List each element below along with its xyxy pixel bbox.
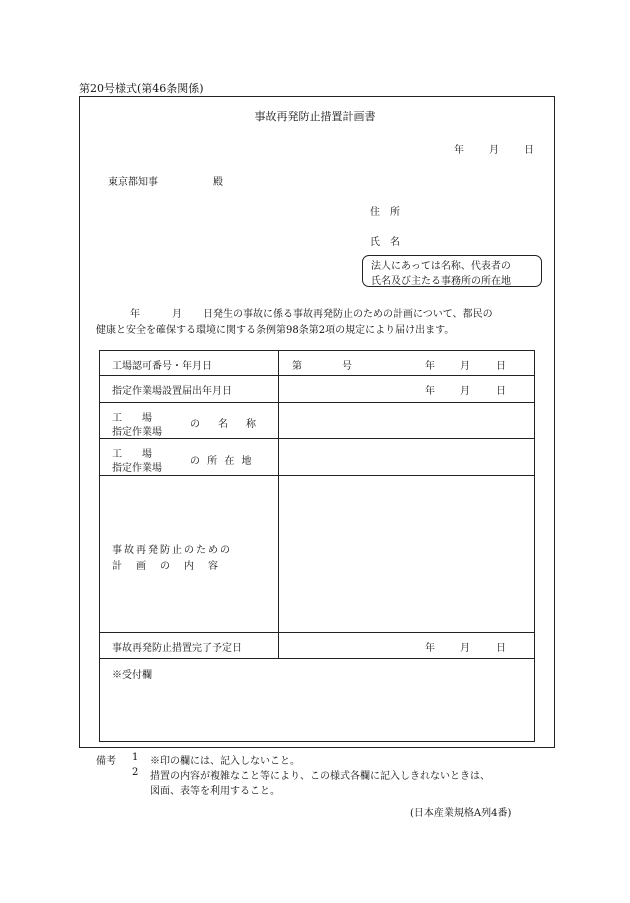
intro-year: 年 [130,309,140,320]
factory-permit-label-text: 工場認可番号・年月日 [112,361,212,372]
corporate-note-line1: 法人にあっては名称、代表者の [371,261,511,272]
table-rule [100,438,534,439]
permit-dai-label: 第 [292,361,302,372]
factory-permit-label [112,357,266,372]
table-column-rule [278,351,279,658]
facility-location-label-top: 工 場 [112,449,152,460]
corporate-note-line2: 氏名及び主たる事務所の所在地 [371,276,511,287]
facility-name-label-top: 工 場 [112,413,152,424]
form-number: 第20号様式(第46条関係) [79,82,204,95]
date-month-label: 月 [489,145,499,156]
table-rule [100,475,534,476]
table-rule [100,658,534,659]
permit-go-label: 号 [342,361,352,372]
facility-location-label-bottom: 指定作業場 [112,463,162,474]
note2-text-line1: 措置の内容が複雑なこと等により、この様式各欄に記入しきれないときは、 [150,771,490,782]
facility-location-label-right: の 所 在 地 [190,456,254,467]
intro-month: 月 [172,309,182,320]
facility-name-label-bottom: 指定作業場 [112,427,162,438]
notification-day-label: 日 [496,386,506,397]
note2-text-line2: 図面、表等を利用すること。 [150,786,280,797]
completion-day-label: 日 [496,643,506,654]
table-rule [100,402,534,403]
name-label: 氏 名 [370,237,400,248]
intro-text-line2: 健康と安全を確保する環境に関する条例第98条第2項の規定により届け出ます。 [96,325,455,336]
notification-month-label: 月 [460,386,470,397]
facility-name-label-right: の 名 称 [190,419,260,430]
date-year-label: 年 [454,145,464,156]
completion-date-label: 事故再発防止措置完了予定日 [112,643,242,654]
form-table [99,350,535,742]
permit-day-label: 日 [496,361,506,372]
note1-number: 1 [132,752,139,763]
notification-year-label: 年 [425,386,435,397]
addressee-honorific: 殿 [213,177,223,188]
form-title: 事故再発防止措置計画書 [254,110,376,123]
completion-month-label: 月 [460,643,470,654]
workplace-notification-label: 指定作業場設置届出年月日 [112,386,232,397]
completion-year-label: 年 [425,643,435,654]
address-label: 住 所 [370,207,400,218]
note2-number: 2 [132,767,139,778]
reception-label: ※受付欄 [112,670,152,681]
permit-year-label: 年 [425,361,435,372]
permit-month-label: 月 [460,361,470,372]
paper-size-note: (日本産業規格A列4番) [410,808,512,819]
addressee-name: 東京都知事 [108,177,158,188]
intro-text-line1: 日発生の事故に係る事故再発防止のための計画について、都民の [203,309,493,320]
notes-heading: 備考 [96,756,116,767]
table-rule [100,375,534,376]
plan-content-label-line2: 計 画 の 内 容 [112,561,220,572]
plan-content-label-line1: 事故再発防止のための [112,545,232,556]
note1-text: ※印の欄には、記入しないこと。 [150,756,300,767]
table-rule [100,632,534,633]
date-day-label: 日 [524,145,534,156]
